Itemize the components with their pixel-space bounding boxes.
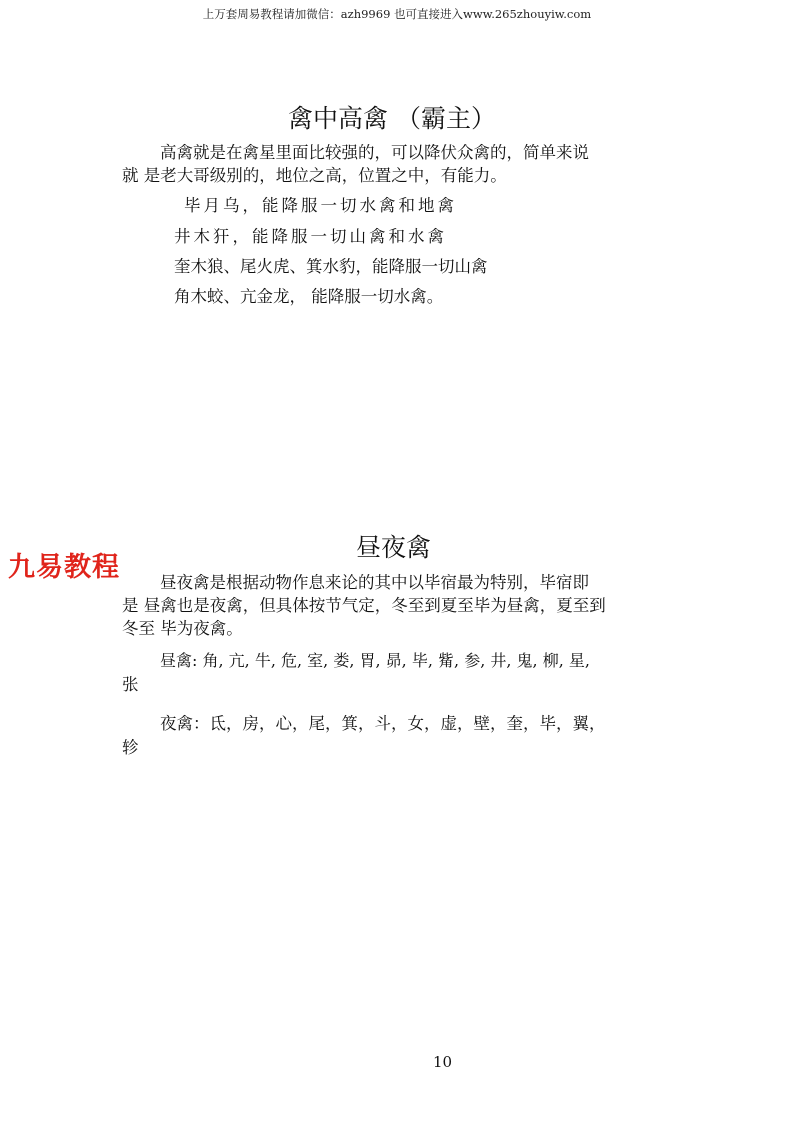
section1-item-2: 井木犴，能降服一切山禽和水禽 [174,227,447,246]
section1-intro-line-2: 就 是老大哥级别的，地位之高，位置之中，有能力。 [122,166,507,185]
section1-item-3: 奎木狼、尾火虎、箕水豹，能降服一切山禽 [174,257,488,276]
section2-intro-line-3: 冬至 毕为夜禽。 [122,619,243,638]
night-birds-line-2: 轸 [122,738,139,757]
night-birds-line-1: 夜禽：氐，房，心，尾，箕，斗，女，虚，壁，奎，毕，翼， [160,714,606,733]
page-number: 10 [433,1053,453,1071]
section1-item-4: 角木蛟、亢金龙， 能降服一切水禽。 [174,287,444,306]
page-header-banner: 上万套周易教程请加微信：azh9969 也可直接进入www.265zhouyiw.com [202,7,592,21]
section2-intro-line-1: 昼夜禽是根据动物作息来论的其中以毕宿最为特别，毕宿即 [160,573,589,592]
section-title-day-night-birds: 昼夜禽 [356,533,432,562]
section1-item-1: 毕月乌，能降服一切水禽和地禽 [184,196,457,215]
day-birds-line-1: 昼禽: 角, 亢, 牛, 危, 室, 娄, 胃, 昴, 毕, 觜, 参, 井, 鬼, 柳, 星, [160,651,590,670]
section2-intro-line-2: 是 昼禽也是夜禽，但具体按节气定，冬至到夏至毕为昼禽，夏至到 [122,596,606,615]
section1-intro-line-1: 高禽就是在禽星里面比较强的，可以降伏众禽的，简单来说 [160,143,589,162]
day-birds-line-2: 张 [122,675,139,694]
watermark-logo: 九易教程 [8,552,120,583]
section-title-top-birds: 禽中高禽 （霸主） [288,104,496,133]
